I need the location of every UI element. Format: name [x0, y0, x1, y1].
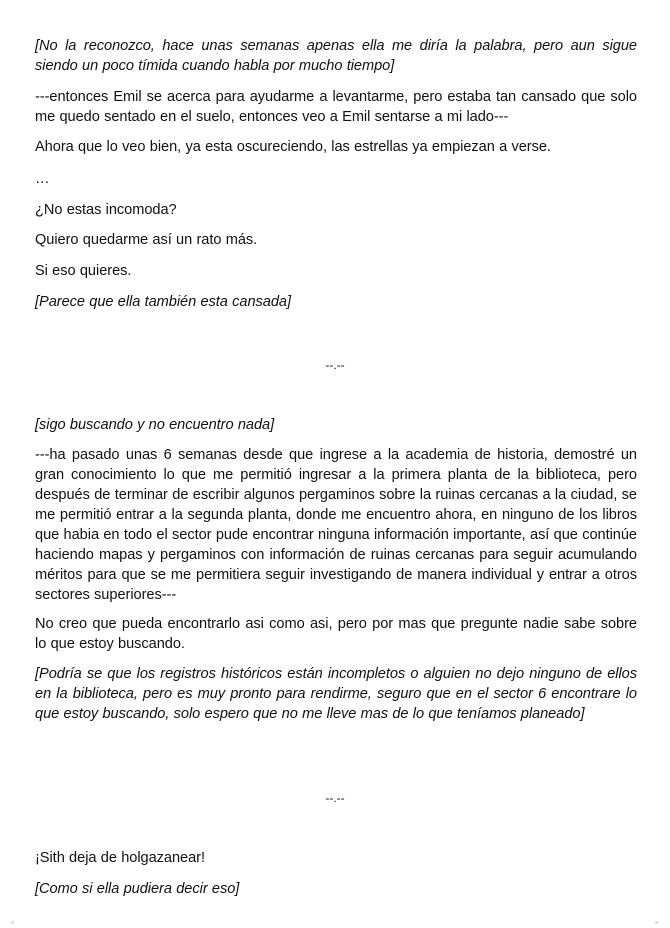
ellipsis-line: …	[35, 171, 50, 187]
paragraph: [Parece que ella también esta cansada]	[35, 294, 291, 310]
section-separator: --.--	[325, 791, 345, 805]
paragraph: ¿No estas incomoda?	[35, 202, 177, 218]
paragraph: ¡Sith deja de holgazanear!	[35, 850, 205, 866]
paragraph: ---entonces Emil se acerca para ayudarme a levantarme, pero estaba tan cansado que solo me quedo sentado en el suelo, entonces veo a Emil sentarse a mi lado---	[35, 89, 637, 125]
paragraph: [Como si ella pudiera decir eso]	[35, 881, 240, 897]
page-corner-mark	[655, 921, 658, 924]
paragraph: Quiero quedarme así un rato más.	[35, 232, 258, 248]
paragraph: Ahora que lo veo bien, ya esta oscureciendo, las estrellas ya empiezan a verse.	[35, 139, 551, 155]
paragraph: ---ha pasado unas 6 semanas desde que ingrese a la academia de historia, demostré un gran conocimiento lo que me permitió ingresar a la primera planta de la biblioteca, pero después de terminar de escribir algunos pergaminos sobre la ruinas cercanas a la ciudad, se me permitió entrar a la segunda planta, donde me encuentro ahora, en ninguno de los libros que habia en todo el sector pude encontrar ninguna información importante, así que continúe haciendo mapas y pergaminos con información de ruinas cercanas para seguir acumulando méritos para que se me permitiera seguir investigando de manera individual y entrar a otros sectores superiores---	[35, 447, 637, 603]
page-corner-mark	[11, 921, 14, 924]
paragraph: [Podría se que los registros históricos están incompletos o alguien no dejo ninguno de ellos en la biblioteca, pero es muy pronto para rendirme, seguro que en el sector 6 encontrare lo que estoy buscando, solo espero que no me lleve mas de lo que teníamos planeado]	[35, 666, 637, 722]
paragraph: No creo que pueda encontrarlo asi como asi, pero por mas que pregunte nadie sabe sobre lo que estoy buscando.	[35, 616, 637, 652]
section-separator: --.--	[325, 358, 345, 372]
paragraph: Si eso quieres.	[35, 263, 132, 279]
paragraph: [No la reconozco, hace unas semanas apenas ella me diría la palabra, pero aun sigue siendo un poco tímida cuando habla por mucho tiempo]	[35, 38, 637, 74]
paragraph: [sigo buscando y no encuentro nada]	[35, 417, 275, 433]
